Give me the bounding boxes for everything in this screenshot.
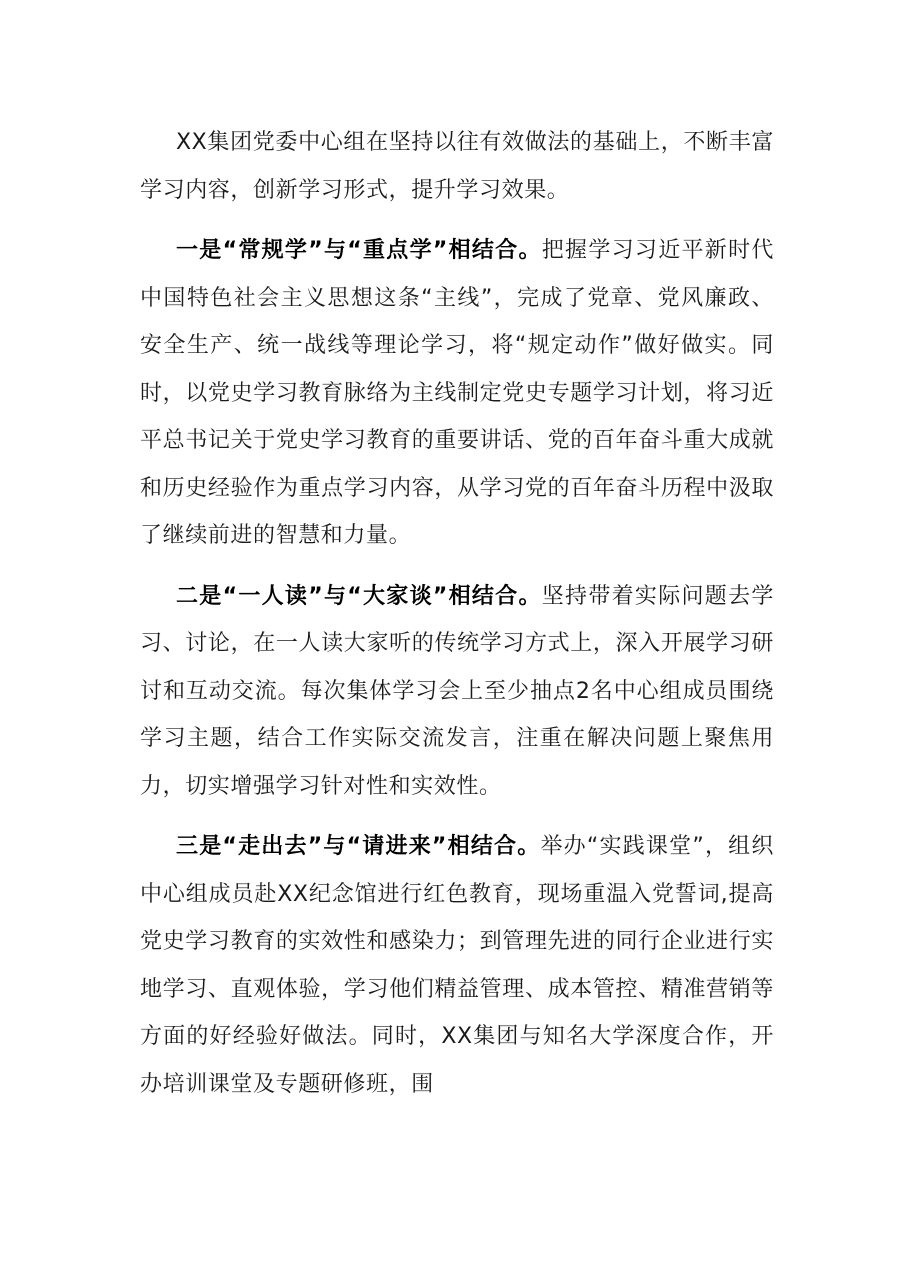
section-three-paragraph — [140, 823, 774, 1108]
section-two-heading: 二是“一人读”与“大家谈”相结合。 — [176, 583, 542, 609]
document-body — [140, 119, 774, 1108]
intro-text: XX集团党委中心组在坚持以往有效做法的基础上，不断丰富学习内容，创新学习形式，提升学习效果。 — [140, 130, 774, 203]
section-one-text: 把握学习习近平新时代中国特色社会主义思想这条“主线”，完成了党章、党风廉政、安全生产、统一战线等理论学习，将“规定动作”做好做实。同时，以党史学习教育脉络为主线制定党史专题学习计划，将习近平总书记关于党史学习教育的重要讲话、党的百年奋斗重大成就和历史经验作为重点学习内容，从学习党的百年奋斗历程中汲取了继续前进的智慧和力量。 — [140, 238, 774, 548]
section-one-paragraph — [140, 227, 774, 560]
section-three-text: 举办“实践课堂”，组织中心组成员赴XX纪念馆进行红色教育，现场重温入党誓词,提高党史学习教育的实效性和感染力；到管理先进的同行企业进行实地学习、直观体验，学习他们精益管理、成本管控、精准营销等方面的好经验好做法。同时，XX集团与知名大学深度合作，开办培训课堂及专题研修班，围 — [140, 834, 774, 1097]
section-two-paragraph — [140, 573, 774, 811]
section-one-heading: 一是“常规学”与“重点学”相结合。 — [176, 238, 542, 263]
intro-paragraph — [140, 119, 774, 214]
section-two-text: 坚持带着实际问题去学习、讨论，在一人读大家听的传统学习方式上，深入开展学习研讨和互动交流。每次集体学习会上至少抽点2名中心组成员围绕学习主题，结合工作实际交流发言，注重在解决问题上聚焦用力，切实增强学习针对性和实效性。 — [140, 583, 774, 799]
section-three-heading: 三是“走出去”与“请进来”相结合。 — [176, 834, 541, 859]
